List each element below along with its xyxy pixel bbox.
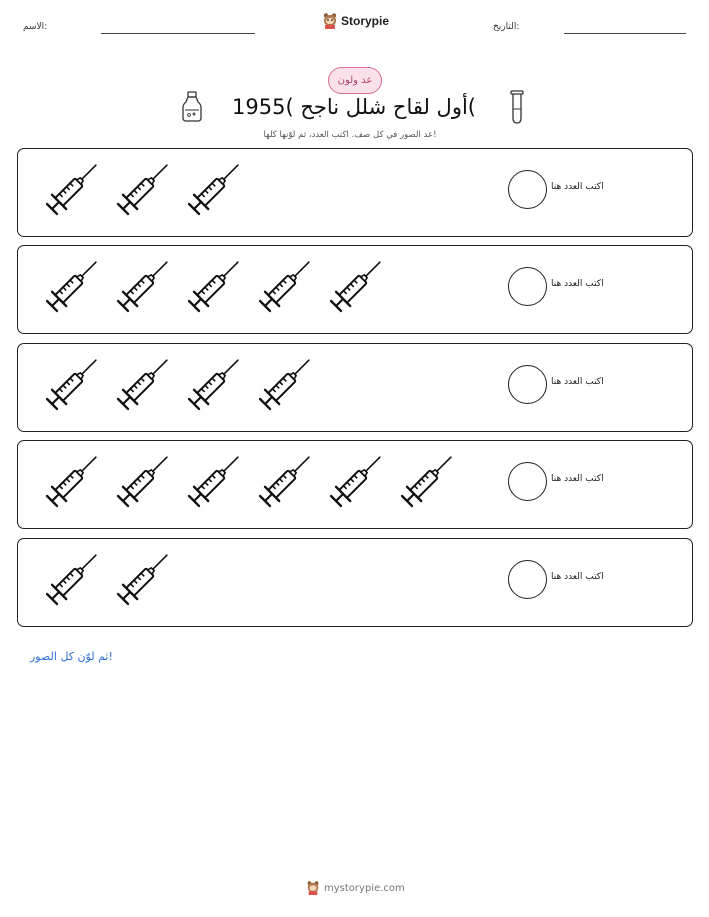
syringe-icon bbox=[187, 158, 245, 216]
name-line[interactable] bbox=[101, 33, 255, 34]
syringe-icon bbox=[187, 353, 245, 411]
answer-label: اكتب العدد هنا bbox=[551, 572, 604, 582]
syringe-icon bbox=[329, 450, 387, 508]
date-label: التاريخ: bbox=[493, 22, 520, 32]
counting-row bbox=[17, 245, 693, 334]
syringe-icon bbox=[258, 353, 316, 411]
syringe-group bbox=[18, 539, 488, 625]
test-tube-icon bbox=[508, 89, 526, 125]
syringe-icon bbox=[187, 255, 245, 313]
counting-row bbox=[17, 538, 693, 627]
syringe-icon bbox=[45, 255, 103, 313]
answer-label: اكتب العدد هنا bbox=[551, 182, 604, 192]
syringe-group bbox=[18, 441, 488, 527]
counting-row bbox=[17, 148, 693, 237]
syringe-icon bbox=[45, 353, 103, 411]
date-line[interactable] bbox=[564, 33, 686, 34]
brand-logo bbox=[322, 12, 389, 30]
name-label: الاسم: bbox=[23, 22, 48, 32]
counting-row bbox=[17, 440, 693, 529]
answer-circle[interactable] bbox=[508, 267, 547, 306]
syringe-icon bbox=[116, 255, 174, 313]
page-title: أول لقاح شلل ناجح )1955( bbox=[232, 95, 476, 119]
instructions: عد الصور في كل صف. اكتب العدد، ثم لوّنها كلها! bbox=[263, 130, 437, 140]
answer-circle[interactable] bbox=[508, 365, 547, 404]
syringe-icon bbox=[45, 450, 103, 508]
answer-circle[interactable] bbox=[508, 170, 547, 209]
storypie-mascot-icon bbox=[306, 880, 320, 896]
answer-label: اكتب العدد هنا bbox=[551, 474, 604, 484]
syringe-icon bbox=[116, 353, 174, 411]
brand-name: Storypie bbox=[341, 14, 390, 28]
counting-row bbox=[17, 343, 693, 432]
syringe-icon bbox=[116, 548, 174, 606]
footer bbox=[306, 880, 405, 896]
syringe-icon bbox=[116, 450, 174, 508]
syringe-icon bbox=[400, 450, 458, 508]
syringe-icon bbox=[45, 548, 103, 606]
syringe-icon bbox=[258, 450, 316, 508]
syringe-icon bbox=[187, 450, 245, 508]
footer-url: mystorypie.com bbox=[324, 882, 405, 894]
activity-badge: عد ولون bbox=[328, 67, 382, 94]
storypie-mascot-icon bbox=[322, 12, 338, 30]
syringe-group bbox=[18, 344, 488, 430]
syringe-icon bbox=[45, 158, 103, 216]
syringe-group bbox=[18, 246, 488, 332]
color-instruction: ثم لوّن كل الصور! bbox=[30, 650, 113, 663]
answer-circle[interactable] bbox=[508, 560, 547, 599]
answer-label: اكتب العدد هنا bbox=[551, 279, 604, 289]
answer-circle[interactable] bbox=[508, 462, 547, 501]
answer-label: اكتب العدد هنا bbox=[551, 377, 604, 387]
syringe-group bbox=[18, 149, 488, 235]
syringe-icon bbox=[116, 158, 174, 216]
vial-bottle-icon bbox=[181, 90, 203, 124]
syringe-icon bbox=[258, 255, 316, 313]
syringe-icon bbox=[329, 255, 387, 313]
